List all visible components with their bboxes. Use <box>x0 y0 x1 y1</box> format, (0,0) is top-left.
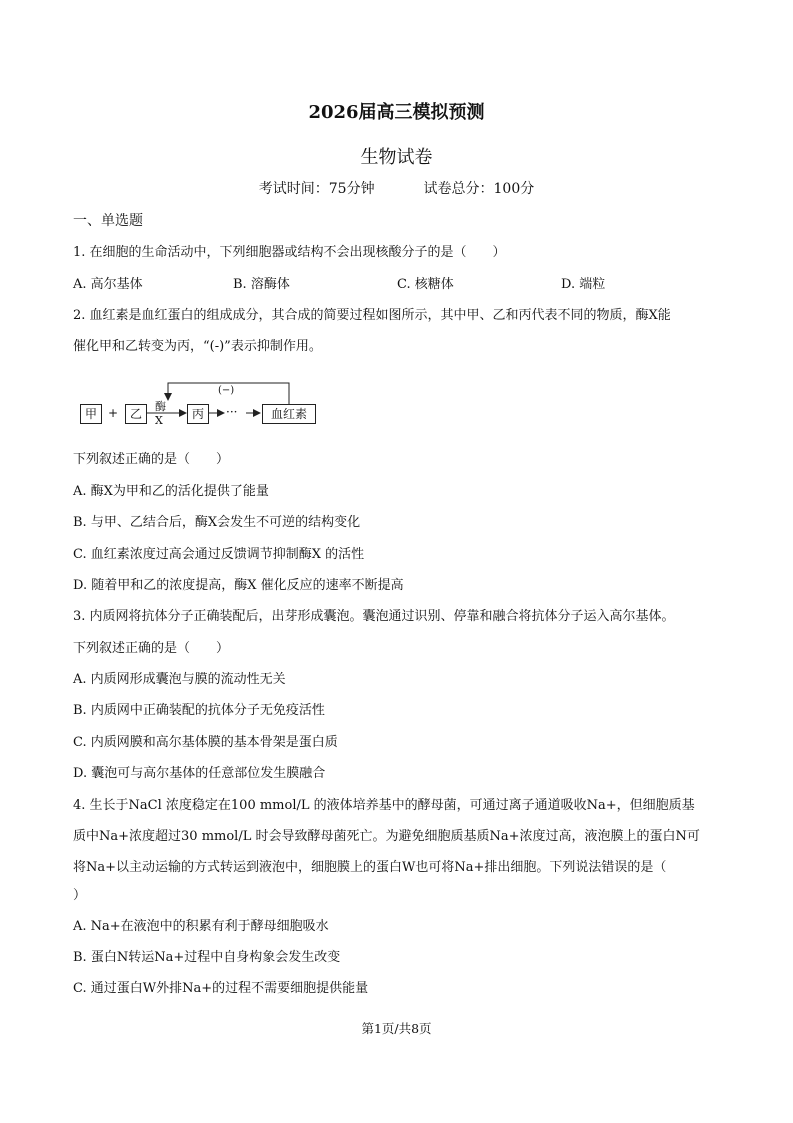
q1-stem: 1. 在细胞的生命活动中，下列细胞器或结构不会出现核酸分子的是（ ） <box>73 245 506 260</box>
q1-option-a: A. 高尔基体 <box>73 277 143 292</box>
q1-option-b: B. 溶酶体 <box>233 277 290 292</box>
q3-option-b: B. 内质网中正确装配的抗体分子无免疫活性 <box>73 703 325 718</box>
page-subtitle: 生物试卷 <box>360 147 433 168</box>
q1-option-c: C. 核糖体 <box>397 277 454 292</box>
plus-sign: + <box>108 406 119 420</box>
box-yi: 乙 <box>125 404 147 424</box>
q3-stem-line2: 下列叙述正确的是（ ） <box>73 641 230 656</box>
q2-prompt: 下列叙述正确的是（ ） <box>73 452 230 467</box>
q2-option-a: A. 酶X为甲和乙的活化提供了能量 <box>73 484 269 499</box>
q4-option-a: A. Na+在液泡中的积累有利于酵母细胞吸水 <box>73 919 329 934</box>
q2-option-c: C. 血红素浓度过高会通过反馈调节抑制酶X 的活性 <box>73 547 365 562</box>
q3-option-d: D. 囊泡可与高尔基体的任意部位发生膜融合 <box>73 766 326 781</box>
q2-stem-line1: 2. 血红素是血红蛋白的组成成分，其合成的简要过程如图所示，其中甲、乙和丙代表不同的物质，酶X能 <box>73 308 671 323</box>
q2-option-b: B. 与甲、乙结合后，酶X会发生不可逆的结构变化 <box>73 515 361 530</box>
q2-stem-line2: 催化甲和乙转变为丙，“(-)”表示抑制作用。 <box>73 339 322 354</box>
pathway-arrows <box>0 0 793 440</box>
q4-stem-line3: 将Na+以主动运输的方式转运到液泡中，细胞膜上的蛋白W也可将Na+排出细胞。下列说法错误的是（ <box>73 860 667 875</box>
pathway-dots: ··· <box>226 405 238 419</box>
q4-option-c: C. 通过蛋白W外排Na+的过程不需要细胞提供能量 <box>73 981 369 996</box>
q1-option-d: D. 端粒 <box>561 277 606 292</box>
page-number: 第1页/共8页 <box>361 1021 432 1036</box>
q3-option-c: C. 内质网膜和高尔基体膜的基本骨架是蛋白质 <box>73 735 338 750</box>
box-heme: 血红素 <box>262 404 316 424</box>
enzyme-label: 酶X <box>155 400 166 427</box>
q4-stem-line1: 4. 生长于NaCl 浓度稳定在100 mmol/L 的液体培养基中的酵母菌，可通过离子通道吸收Na+，但细胞质基 <box>73 798 695 813</box>
total-score: 试卷总分：100分 <box>423 181 535 197</box>
q4-stem-line2: 质中Na+浓度超过30 mmol/L 时会导致酵母菌死亡。为避免细胞质基质Na+浓度过高，液泡膜上的蛋白N可 <box>73 829 700 844</box>
q3-option-a: A. 内质网形成囊泡与膜的流动性无关 <box>73 672 286 687</box>
section-heading: 一、单选题 <box>73 213 143 229</box>
exam-time: 考试时间：75分钟 <box>258 181 375 197</box>
page-title: 2026届高三模拟预测 <box>308 102 485 123</box>
q3-stem-line1: 3. 内质网将抗体分子正确装配后，出芽形成囊泡。囊泡通过识别、停靠和融合将抗体分子运入高尔基体。 <box>73 609 675 624</box>
inhibit-label: (−) <box>218 385 235 396</box>
q2-option-d: D. 随着甲和乙的浓度提高，酶X 催化反应的速率不断提高 <box>73 578 404 593</box>
box-jia: 甲 <box>80 404 102 424</box>
q4-stem-line4: ） <box>73 888 87 903</box>
box-bing: 丙 <box>187 404 209 424</box>
q4-option-b: B. 蛋白N转运Na+过程中自身构象会发生改变 <box>73 950 341 965</box>
